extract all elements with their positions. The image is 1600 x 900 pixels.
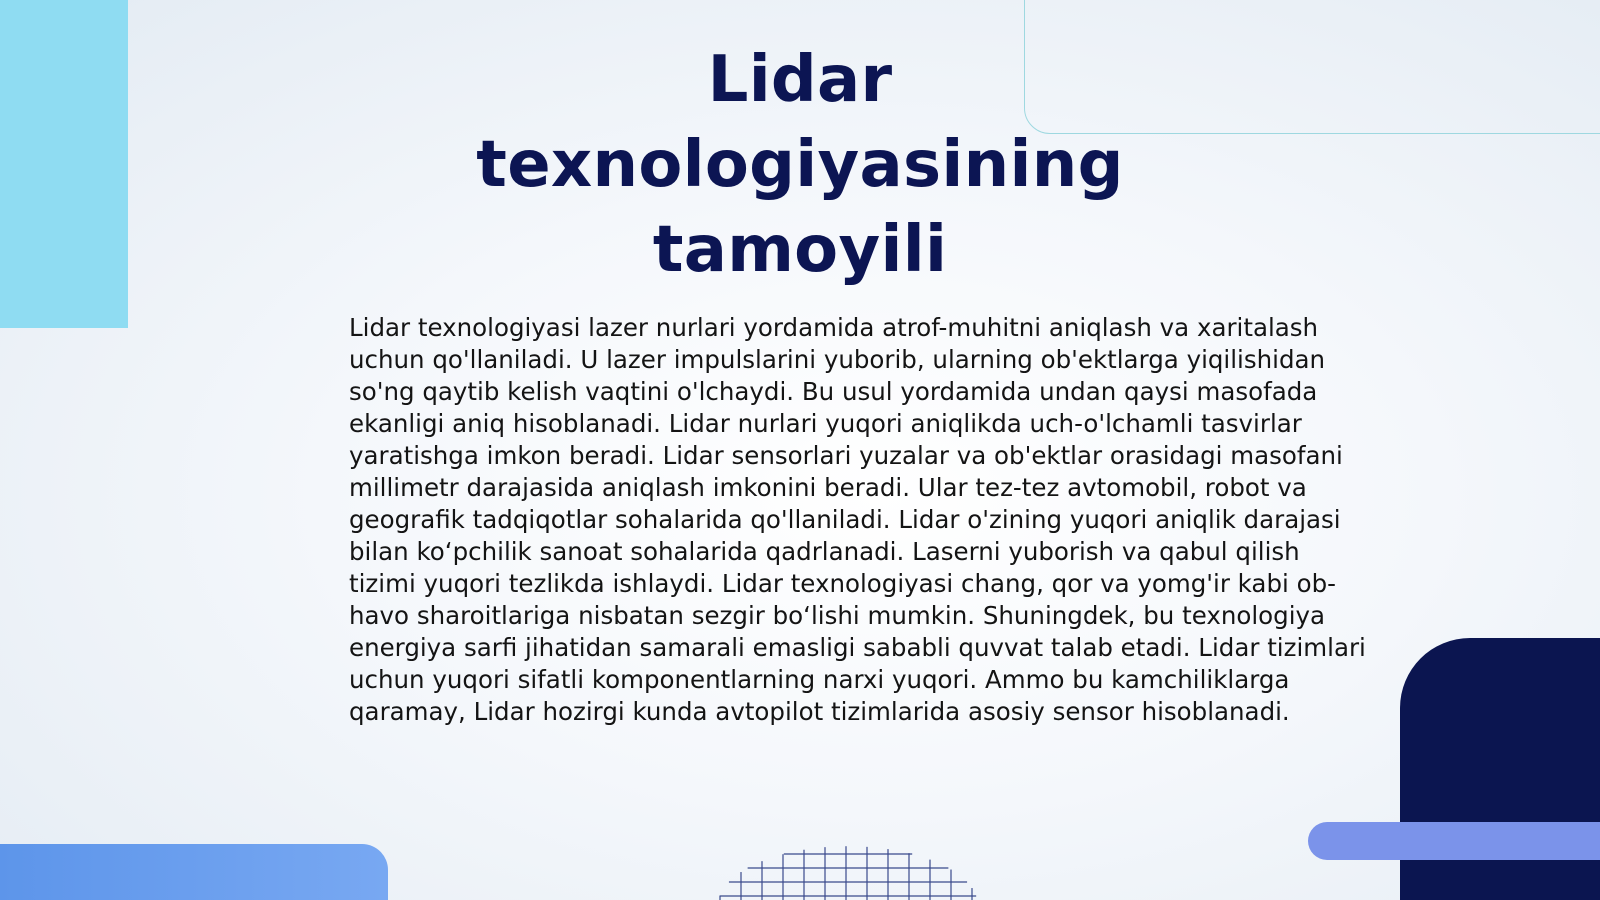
- decorative-blue-pill: [1308, 822, 1600, 860]
- decorative-navy-block: [1400, 638, 1600, 900]
- slide-body-text: Lidar texnologiyasi lazer nurlari yordamida atrof-muhitni aniqlash va xaritalash uchun qo'llaniladi. U lazer impulslarini yuborib, ularning ob'ektlarga yiqilishidan so'ng qaytib kelish vaqtini o'lchaydi. Bu usul yordamida undan qaysi masofada ekanligi aniq hisoblanadi. Lidar nurlari yuqori aniqlikda uch-o'lchamli tasvirlar yaratishga imkon beradi. Lidar sensorlari yuzalar va ob'ektlar orasidagi masofani millimetr darajasida aniqlash imkonini beradi. Ular tez-tez avtomobil, robot va geografik tadqiqotlar sohalarida qo'llaniladi. Lidar o'zining yuqori aniqlik darajasi bilan koʻpchilik sanoat sohalarida qadrlanadi. Laserni yuborish va qabul qilish tizimi yuqori tezlikda ishlaydi. Lidar texnologiyasi chang, qor va yomg'ir kabi ob-havo sharoitlariga nisbatan sezgir boʻlishi mumkin. Shuningdek, bu texnologiya energiya sarfi jihatidan samarali emasligi sababli quvvat talab etadi. Lidar tizimlari uchun yuqori sifatli komponentlarning narxi yuqori. Ammo bu kamchiliklarga qaramay, Lidar hozirgi kunda avtopilot tizimlarida asosiy sensor hisoblanadi.: [349, 313, 1366, 726]
- decorative-blue-bar: [0, 844, 388, 900]
- slide-title: Lidar texnologiyasining tamoyili: [476, 43, 1124, 287]
- decorative-grid-pattern: [718, 844, 978, 900]
- decorative-cyan-block: [0, 0, 128, 328]
